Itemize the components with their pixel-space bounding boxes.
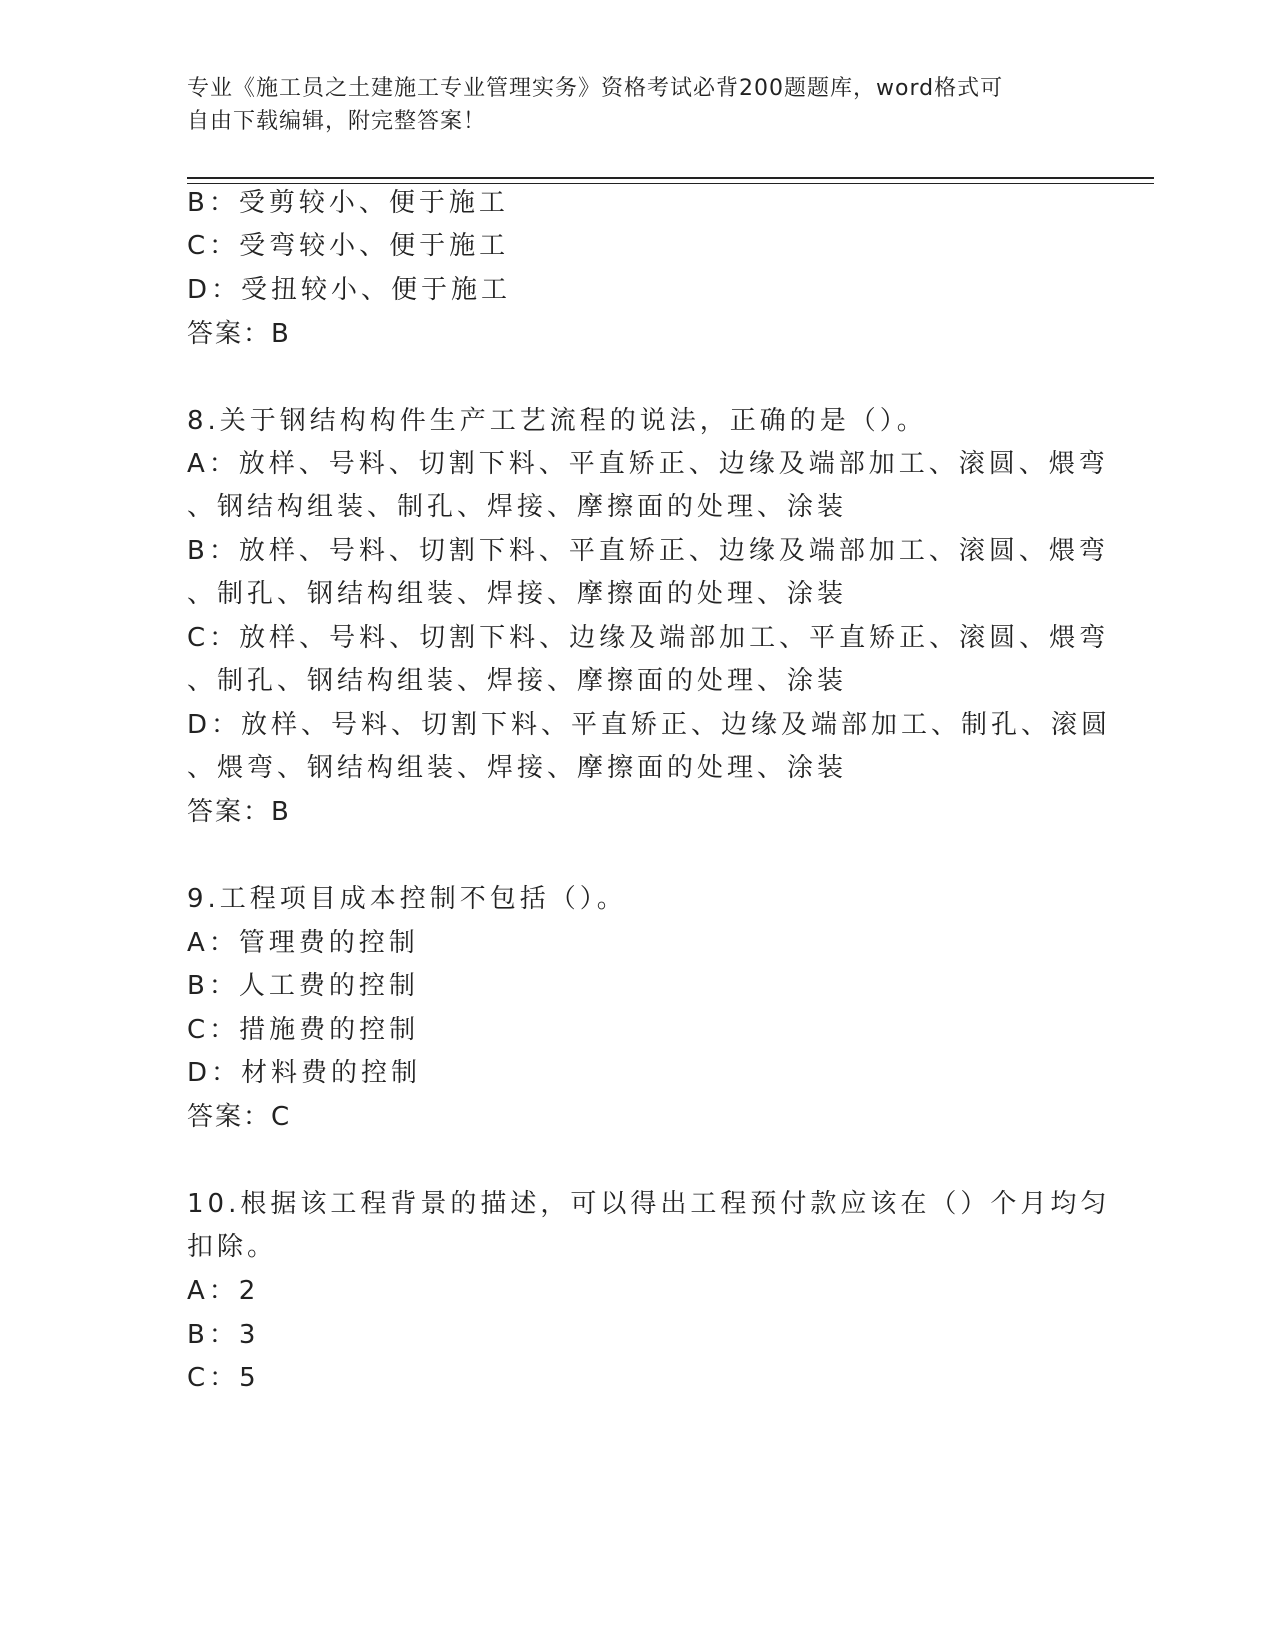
q8-option-d-line-2: 、煨弯、钢结构组装、焊接、摩擦面的处理、涂装 [187, 753, 848, 783]
q9-stem: 9.工程项目成本控制不包括（）。 [187, 884, 627, 914]
q9-option-c: C：措施费的控制 [187, 1015, 420, 1045]
q8-option-c-line-1: C：放样、号料、切割下料、边缘及端部加工、平直矫正、滚圆、煨弯 [187, 623, 1110, 653]
q10-option-a: A：2 [187, 1276, 260, 1306]
q8-option-c-line-2: 、制孔、钢结构组装、焊接、摩擦面的处理、涂装 [187, 666, 848, 696]
q8-option-a-line-2: 、钢结构组装、制孔、焊接、摩擦面的处理、涂装 [187, 492, 848, 522]
q8-option-d-line-1: D：放样、号料、切割下料、平直矫正、边缘及端部加工、制孔、滚圆 [187, 710, 1112, 740]
q7-answer: 答案：B [187, 319, 291, 349]
q8-option-b-line-1: B：放样、号料、切割下料、平直矫正、边缘及端部加工、滚圆、煨弯 [187, 536, 1109, 566]
q8-stem: 8.关于钢结构构件生产工艺流程的说法，正确的是（）。 [187, 406, 927, 436]
q7-option-c: C：受弯较小、便于施工 [187, 231, 510, 261]
q9-option-b: B：人工费的控制 [187, 971, 419, 1001]
q7-option-b: B：受剪较小、便于施工 [187, 188, 509, 218]
q10-option-c: C：5 [187, 1363, 260, 1393]
q10-stem-line-2: 扣除。 [187, 1232, 278, 1262]
q7-option-d: D：受扭较小、便于施工 [187, 275, 512, 305]
q8-answer: 答案：B [187, 797, 291, 827]
header-divider-thin [187, 183, 1154, 184]
header-title-line-1: 专业《施工员之土建施工专业管理实务》资格考试必背200题题库，word格式可 [187, 76, 1004, 101]
q10-stem-line-1: 10.根据该工程背景的描述，可以得出工程预付款应该在（）个月均匀 [187, 1189, 1111, 1219]
q9-answer: 答案：C [187, 1102, 292, 1132]
q10-option-b: B：3 [187, 1320, 260, 1350]
q9-option-a: A：管理费的控制 [187, 928, 419, 958]
header-title-line-2: 自由下载编辑，附完整答案！ [187, 109, 487, 134]
header-divider-thick [187, 177, 1154, 179]
q8-option-a-line-1: A：放样、号料、切割下料、平直矫正、边缘及端部加工、滚圆、煨弯 [187, 449, 1109, 479]
q8-option-b-line-2: 、制孔、钢结构组装、焊接、摩擦面的处理、涂装 [187, 579, 848, 609]
q9-option-d: D：材料费的控制 [187, 1058, 422, 1088]
document-header [187, 72, 1067, 138]
